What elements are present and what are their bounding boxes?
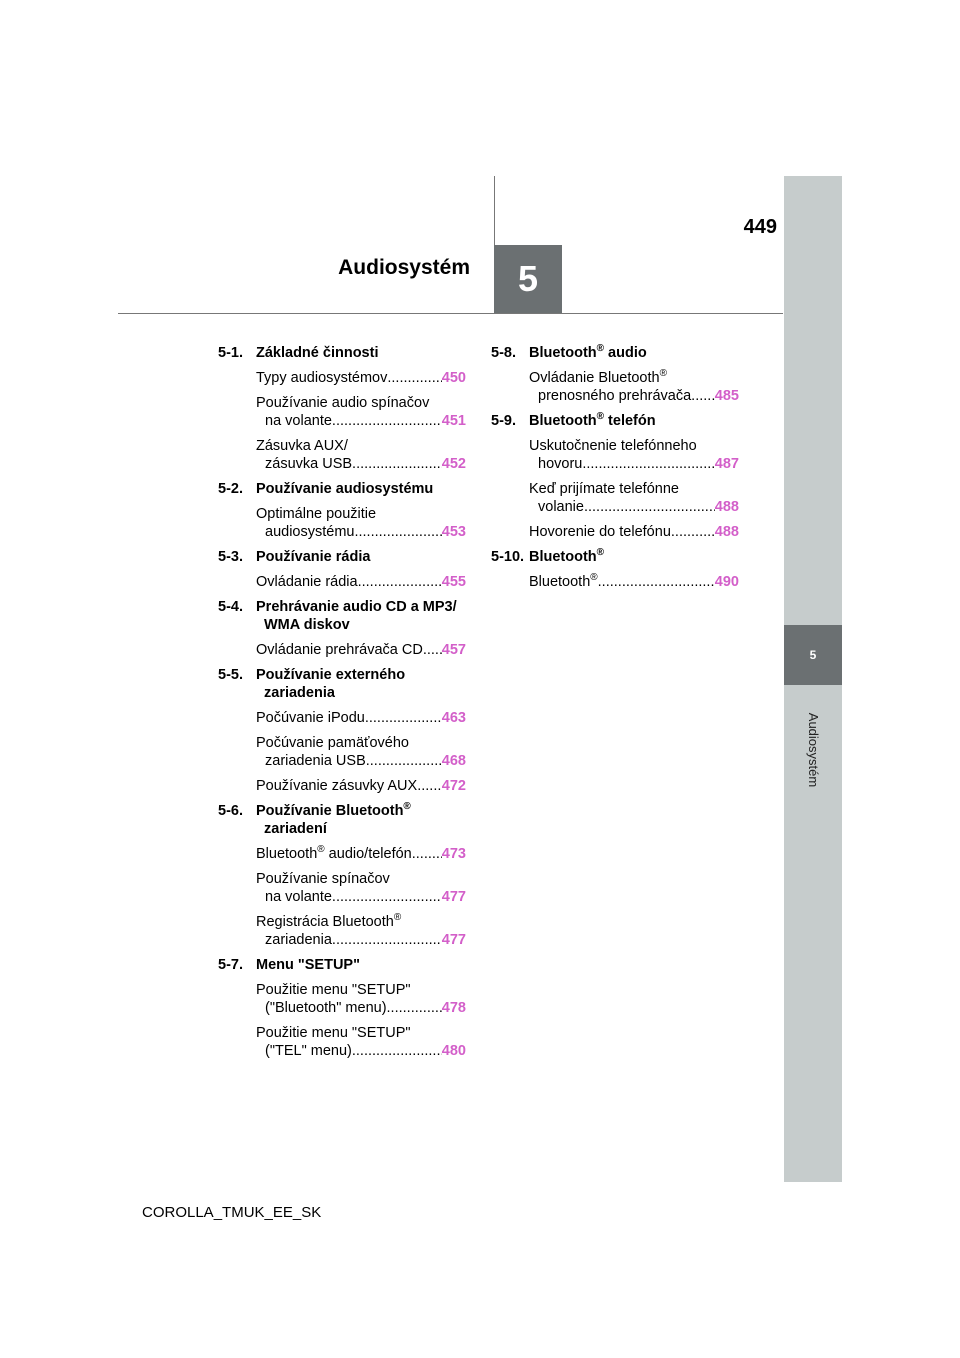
header-vertical-rule (494, 176, 495, 246)
toc-entry[interactable] (256, 573, 466, 591)
toc-section-heading (218, 598, 466, 634)
toc-leader-dots (332, 412, 442, 430)
toc-section-title: Základné činnosti (256, 345, 379, 361)
toc-section-number: 5-3. (218, 549, 243, 565)
toc-entry[interactable] (529, 437, 739, 473)
toc-leader-dots (352, 1042, 442, 1060)
toc-page-link[interactable]: 452 (441, 456, 466, 472)
toc-section-heading (218, 802, 466, 838)
toc-entry-title: Použitie menu "SETUP" (256, 982, 411, 998)
toc-page-link[interactable]: 451 (441, 413, 466, 429)
toc-entry-title-cont: Ovládanie prehrávača CD (256, 642, 423, 658)
toc-leader-dots (358, 573, 442, 591)
toc-entry[interactable] (529, 369, 739, 405)
toc-entry-title-cont: na volante (265, 889, 332, 905)
toc-section-heading (491, 412, 739, 430)
toc-page-link[interactable]: 480 (441, 1043, 466, 1059)
toc-entry[interactable] (256, 981, 466, 1017)
toc-section-number: 5-4. (218, 599, 243, 615)
toc-entry[interactable] (256, 913, 466, 949)
toc-entry-title: Počúvanie pamäťového (256, 735, 409, 751)
toc-page-link[interactable]: 457 (441, 642, 466, 658)
toc-leader-dots (387, 369, 441, 387)
toc-entry[interactable] (529, 573, 739, 591)
toc-section-number: 5-6. (218, 803, 243, 819)
toc-entry[interactable] (256, 369, 466, 387)
toc-section-heading (218, 548, 466, 566)
toc-leader-dots (412, 845, 442, 863)
toc-entry[interactable] (256, 1024, 466, 1060)
toc-section-heading (218, 344, 466, 362)
toc-section-number: 5-2. (218, 481, 243, 497)
toc-leader-dots (354, 523, 441, 541)
toc-page-link[interactable]: 463 (441, 710, 466, 726)
toc-entry[interactable] (256, 505, 466, 541)
side-tab-label: Audiosystém (806, 712, 821, 788)
toc-section-heading (491, 548, 739, 566)
toc-entry-title: Používanie audio spínačov (256, 395, 430, 411)
toc-entry[interactable] (256, 870, 466, 906)
toc-entry-title-cont: zariadenia USB (265, 753, 366, 769)
toc-leader-dots (598, 573, 715, 591)
toc-entry-title: Keď prijímate telefónne (529, 481, 679, 497)
toc-left-column (218, 344, 466, 1067)
toc-leader-dots (584, 498, 715, 516)
toc-section-title: Bluetooth® audio (529, 343, 647, 361)
toc-entry-title-cont: prenosného prehrávača (538, 388, 692, 404)
toc-section-number: 5-9. (491, 413, 516, 429)
toc-leader-dots (332, 888, 442, 906)
toc-page-link[interactable]: 478 (441, 1000, 466, 1016)
toc-entry-title-cont: ("Bluetooth" menu) (265, 1000, 387, 1016)
toc-page-link[interactable]: 485 (714, 388, 739, 404)
toc-section-title: Menu "SETUP" (256, 957, 360, 973)
document-footer: COROLLA_TMUK_EE_SK (142, 1204, 322, 1221)
toc-section-title: Používanie Bluetooth® zariadení (256, 801, 411, 837)
toc-page-link[interactable]: 490 (714, 574, 739, 590)
chapter-number-box: 5 (494, 245, 562, 313)
toc-leader-dots (691, 387, 715, 405)
toc-entry-title-cont: Používanie zásuvky AUX (256, 778, 418, 794)
toc-entry-title-cont: Bluetooth® (529, 572, 598, 590)
toc-entry[interactable] (256, 777, 466, 795)
toc-leader-dots (332, 931, 442, 949)
toc-entry-title-cont: na volante (265, 413, 332, 429)
toc-entry-title: Registrácia Bluetooth® (256, 912, 402, 930)
side-tab-chapter-number[interactable]: 5 (784, 625, 842, 685)
toc-section-title: Používanie rádia (256, 549, 371, 565)
toc-entry-title-cont: zásuvka USB (265, 456, 353, 472)
toc-entry-title-cont: zariadenia (265, 932, 332, 948)
toc-section-number: 5-10. (491, 549, 525, 565)
toc-entry-title: Používanie spínačov (256, 871, 390, 887)
toc-page-link[interactable]: 455 (441, 574, 466, 590)
toc-entry[interactable] (256, 641, 466, 659)
toc-section-heading (218, 956, 466, 974)
toc-page-link[interactable]: 487 (714, 456, 739, 472)
toc-entry-title: Zásuvka AUX/ (256, 438, 348, 454)
toc-leader-dots (352, 455, 442, 473)
toc-entry-title-cont: hovoru (538, 456, 583, 472)
toc-entry-title-cont: Ovládanie rádia (256, 574, 358, 590)
toc-entry[interactable] (256, 394, 466, 430)
toc-entry[interactable] (256, 437, 466, 473)
toc-page-link[interactable]: 450 (441, 370, 466, 386)
toc-section-title: Bluetooth® telefón (529, 411, 656, 429)
toc-entry[interactable] (256, 734, 466, 770)
toc-entry[interactable] (256, 709, 466, 727)
toc-section-number: 5-7. (218, 957, 243, 973)
toc-section-heading (491, 344, 739, 362)
toc-leader-dots (582, 455, 714, 473)
toc-right-column (491, 344, 739, 598)
toc-entry-title-cont: Hovorenie do telefónu (529, 524, 671, 540)
toc-page-link[interactable]: 488 (714, 499, 739, 515)
toc-entry-title-cont: Typy audiosystémov (256, 370, 388, 386)
toc-section-title: Používanie audiosystému (256, 481, 434, 497)
toc-entry-title-cont: Bluetooth® audio/telefón (256, 844, 412, 862)
page-number: 449 (743, 216, 777, 238)
toc-entry-title-cont: ("TEL" menu) (265, 1043, 352, 1059)
toc-page-link[interactable]: 488 (714, 524, 739, 540)
toc-section-heading (218, 480, 466, 498)
toc-section-number: 5-8. (491, 345, 516, 361)
toc-leader-dots (423, 641, 442, 659)
toc-entry-title: Uskutočnenie telefónneho (529, 438, 697, 454)
toc-leader-dots (387, 999, 442, 1017)
toc-entry-title-cont: volanie (538, 499, 584, 515)
toc-entry-title-cont: Počúvanie iPodu (256, 710, 365, 726)
toc-entry-title: Optimálne použitie (256, 506, 377, 522)
toc-section-title: Používanie externého zariadenia (256, 667, 406, 701)
toc-entry-title-cont: audiosystému (265, 524, 355, 540)
toc-leader-dots (417, 777, 442, 795)
toc-page-link[interactable]: 473 (441, 846, 466, 862)
toc-section-title: Prehrávanie audio CD a MP3/ WMA diskov (256, 599, 457, 633)
toc-section-number: 5-5. (218, 667, 243, 683)
toc-page-link[interactable]: 477 (441, 889, 466, 905)
toc-section-title: Bluetooth® (529, 547, 605, 565)
toc-entry-title: Použitie menu "SETUP" (256, 1025, 411, 1041)
toc-page-link[interactable]: 477 (441, 932, 466, 948)
toc-entry[interactable] (256, 845, 466, 863)
toc-section-heading (218, 666, 466, 702)
header-horizontal-rule (118, 313, 783, 314)
toc-leader-dots (366, 752, 442, 770)
toc-leader-dots (671, 523, 715, 541)
toc-section-number: 5-1. (218, 345, 243, 361)
toc-page-link[interactable]: 453 (441, 524, 466, 540)
chapter-title: Audiosystém (338, 256, 470, 279)
toc-page-link[interactable]: 472 (441, 778, 466, 794)
toc-leader-dots (365, 709, 442, 727)
toc-entry[interactable] (529, 480, 739, 516)
toc-entry-title: Ovládanie Bluetooth® (529, 368, 667, 386)
toc-page-link[interactable]: 468 (441, 753, 466, 769)
toc-entry[interactable] (529, 523, 739, 541)
